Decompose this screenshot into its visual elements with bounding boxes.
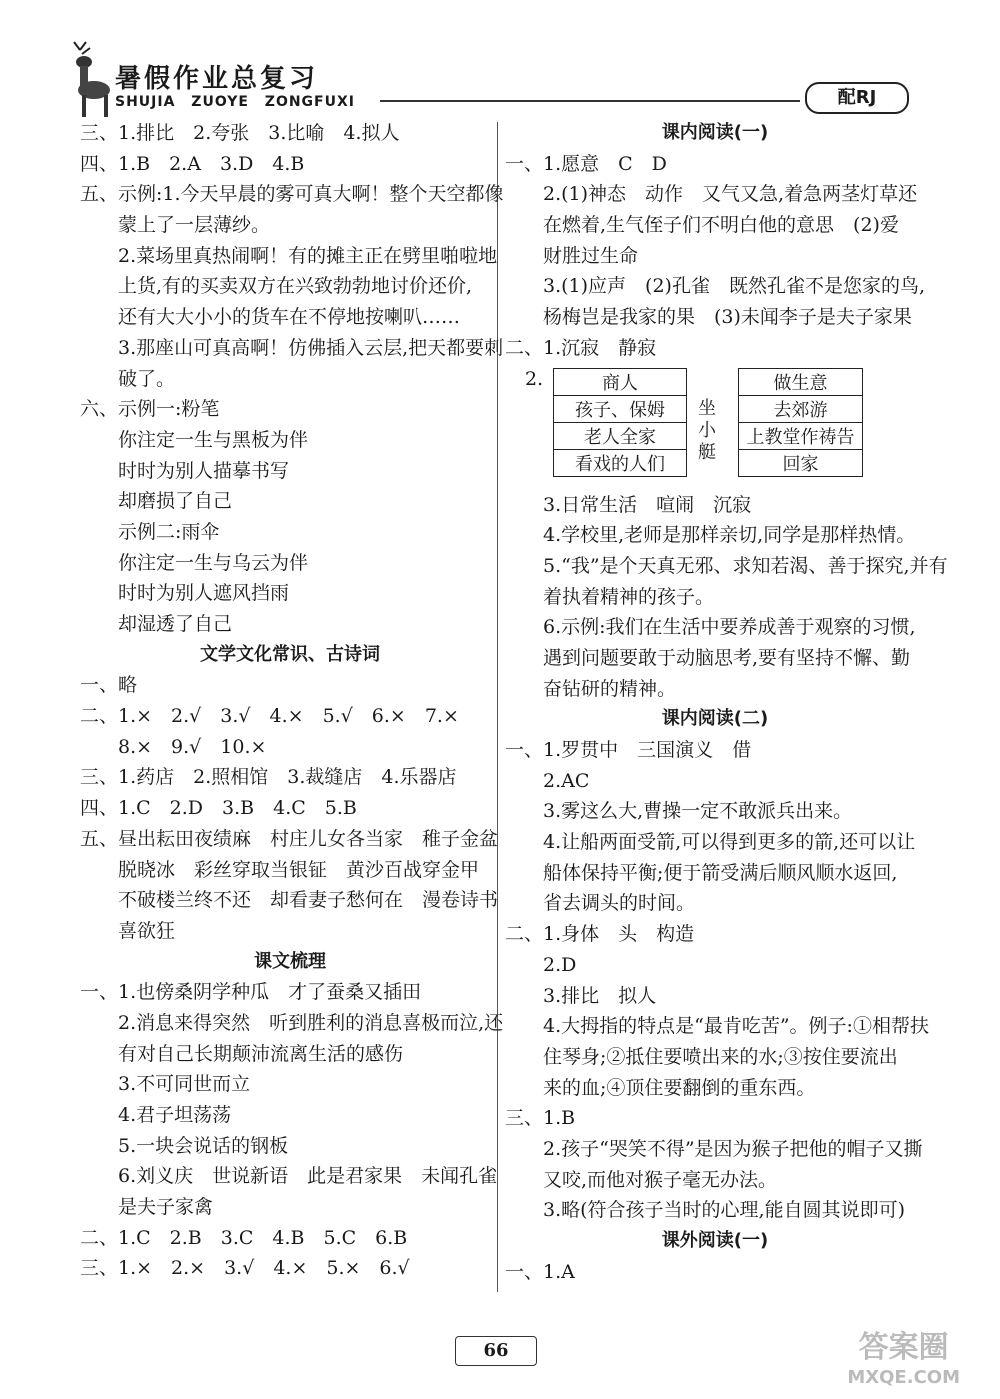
answer-line: 6.刘义庆 世说新语 此是君家果 未闻孔雀 (80, 1165, 498, 1188)
watermark-url: MXQE.COM (847, 1367, 960, 1388)
answer-line: 5.“我”是个天真无邪、求知若渴、善于探究,并有 (505, 554, 948, 577)
answer-line: 又咬,而他对猴子毫无办法。 (505, 1168, 778, 1191)
edition-badge: 配RJ (805, 82, 909, 114)
answer-line: 二、1.× 2.√ 3.√ 4.× 5.√ 6.× 7.× (80, 705, 459, 728)
watermark (847, 1330, 960, 1393)
answer-line: 四、1.B 2.A 3.D 4.B (80, 152, 305, 175)
answer-line: 省去调头的时间。 (505, 892, 696, 915)
answer-line: 3.雾这么大,曹操一定不敢派兵出来。 (505, 800, 853, 823)
answer-line: 5.一块会说话的钢板 (80, 1134, 289, 1157)
answer-line: 4.大拇指的特点是“最肯吃苦”。例子:①相帮扶 (505, 1015, 929, 1038)
answer-line: 三、1.药店 2.照相馆 3.裁缝店 4.乐器店 (80, 766, 457, 789)
section-heading: 课内阅读(一) (661, 122, 769, 143)
answer-line: 不破楼兰终不还 却看妻子愁何在 漫卷诗书 (80, 889, 499, 912)
answer-line: 蒙上了一层薄纱。 (80, 214, 271, 237)
table-cell: 孩子、保姆 (554, 395, 687, 422)
answer-line: 三、1.B (505, 1107, 576, 1130)
answer-line: 你注定一生与乌云为伴 (80, 551, 309, 574)
character-table (525, 367, 863, 484)
page-number: 66 (455, 1336, 537, 1366)
answer-line: 却湿透了自己 (80, 613, 233, 635)
table-cell: 看戏的人们 (554, 449, 687, 476)
answer-line: 3.(1)应声 (2)孔雀 既然孔雀不是您家的鸟, (505, 275, 925, 298)
table-cell: 去郊游 (739, 395, 863, 422)
answer-line: 2.D (505, 953, 577, 976)
answer-line: 4.学校里,老师是那样亲切,同学是那样热情。 (505, 524, 916, 547)
answer-line: 六、示例一:粉笔 (80, 398, 220, 421)
answer-line: 二、1.沉寂 静寂 (505, 336, 657, 359)
answer-line: 住琴身;②抵住要喷出来的水;③按住要流出 (505, 1045, 898, 1068)
answer-line: 上货,有的买卖双方在兴致勃勃地讨价还价, (80, 275, 473, 298)
table-cell: 回家 (739, 449, 863, 476)
table-left (553, 368, 687, 477)
answer-line: 是夫子家禽 (80, 1196, 214, 1219)
answer-line: 2.消息来得突然 听到胜利的消息喜极而泣,还 (80, 1011, 504, 1034)
watermark-text: 答案圈 (858, 1330, 949, 1365)
answer-line: 示例二:雨伞 (80, 520, 220, 543)
answer-line: 3.排比 拟人 (505, 984, 657, 1007)
answer-line: 你注定一生与黑板为伴 (80, 428, 309, 451)
table-cell: 商人 (554, 368, 687, 395)
answer-line: 三、1.排比 2.夸张 3.比喻 4.拟人 (80, 122, 400, 144)
header-title: 暑假作业总复习 (115, 64, 319, 94)
answer-line: 3.略(符合孩子当时的心理,能自圆其说即可) (505, 1199, 905, 1222)
answer-line: 脱晓冰 彩丝穿取当银钲 黄沙百战穿金甲 (80, 858, 480, 881)
table-number: 2. (525, 367, 544, 390)
answer-line: 五、昼出耘田夜绩麻 村庄儿女各当家 稚子金盆 (80, 827, 499, 850)
answer-line: 四、1.C 2.D 3.B 4.C 5.B (80, 797, 357, 820)
answer-line: 破了。 (80, 367, 176, 390)
answer-line: 2.(1)神态 动作 又气又急,着急两茎灯草还 (505, 183, 918, 206)
answer-line: 6.示例:我们在生活中要养成善于观察的习惯, (505, 616, 916, 639)
answer-line: 在燃着,生气侄子们不明白他的意思 (2)爱 (505, 214, 899, 237)
answer-line: 杨梅岂是我家的果 (3)未闻李子是夫子家果 (505, 306, 912, 329)
answer-line: 一、1.也傍桑阴学种瓜 才了蚕桑又插田 (80, 981, 422, 1004)
answer-line: 一、1.罗贯中 三国演义 借 (505, 739, 752, 761)
right-column (505, 118, 948, 1287)
answer-line: 4.君子坦荡荡 (80, 1104, 232, 1126)
header-rule (380, 100, 800, 102)
answer-line: 喜欲狂 (80, 919, 176, 942)
answer-line: 4.让船两面受箭,可以得到更多的箭,还可以让 (505, 831, 916, 854)
answer-line: 船体保持平衡;便于箭受满后顺风顺水返回, (505, 861, 898, 884)
answer-line: 着执着精神的孩子。 (505, 585, 715, 608)
answer-line: 一、略 (80, 674, 138, 697)
answer-line: 3.那座山可真高啊！仿佛插入云层,把天都要刺 (80, 336, 504, 359)
answer-line: 有对自己长期颠沛流离生活的感伤 (80, 1042, 404, 1065)
answer-line: 来的血;④顶住要翻倒的重东西。 (505, 1076, 816, 1099)
table-right (738, 368, 863, 477)
answer-line: 二、1.身体 头 构造 (505, 923, 695, 946)
answer-line: 时时为别人遮风挡雨 (80, 582, 290, 605)
answer-line: 遇到问题要敢于动脑思考,要有坚持不懈、勤 (505, 646, 911, 669)
answer-line: 奋钻研的精神。 (505, 677, 677, 700)
answer-line: 2.AC (505, 769, 590, 792)
table-middle: 坐小艇 (698, 397, 716, 463)
section-heading: 课外阅读(一) (661, 1230, 769, 1251)
answer-line: 五、示例:1.今天早晨的雾可真大啊！整个天空都像 (80, 183, 504, 206)
answer-line: 财胜过生命 (505, 244, 639, 267)
answer-line: 8.× 9.√ 10.× (80, 735, 267, 758)
header-subtitle: SHUJIA ZUOYE ZONGFUXI (115, 94, 355, 110)
section-heading: 文学文化常识、古诗词 (200, 643, 380, 665)
section-heading: 课内阅读(二) (661, 708, 769, 730)
answer-line: 三、1.× 2.× 3.√ 4.× 5.× 6.√ (80, 1257, 410, 1280)
section-heading: 课文梳理 (254, 950, 326, 972)
answer-line: 却磨损了自己 (80, 490, 233, 513)
right-block-a (505, 118, 925, 364)
answer-line: 3.日常生活 喧闹 沉寂 (505, 493, 752, 516)
answer-line: 一、1.A (505, 1260, 575, 1283)
answer-line: 二、1.C 2.B 3.C 4.B 5.C 6.B (80, 1226, 408, 1249)
answer-line: 时时为别人描摹书写 (80, 459, 290, 482)
table-cell: 做生意 (739, 368, 863, 395)
page-header (60, 40, 920, 118)
left-column (80, 118, 504, 1284)
deer-icon (60, 40, 120, 120)
answer-line: 2.菜场里真热闹啊！有的摊主正在劈里啪啦地 (80, 244, 498, 267)
answer-line: 一、1.愿意 C D (505, 152, 667, 175)
right-block-b (505, 490, 948, 1288)
table-cell: 上教堂作祷告 (739, 422, 863, 449)
answer-line: 2.孩子“哭笑不得”是因为猴子把他的帽子又撕 (505, 1137, 923, 1160)
answer-line: 3.不可同世而立 (80, 1073, 251, 1096)
answer-line: 还有大大小小的货车在不停地按喇叭…… (80, 306, 461, 329)
table-cell: 老人全家 (554, 422, 687, 449)
